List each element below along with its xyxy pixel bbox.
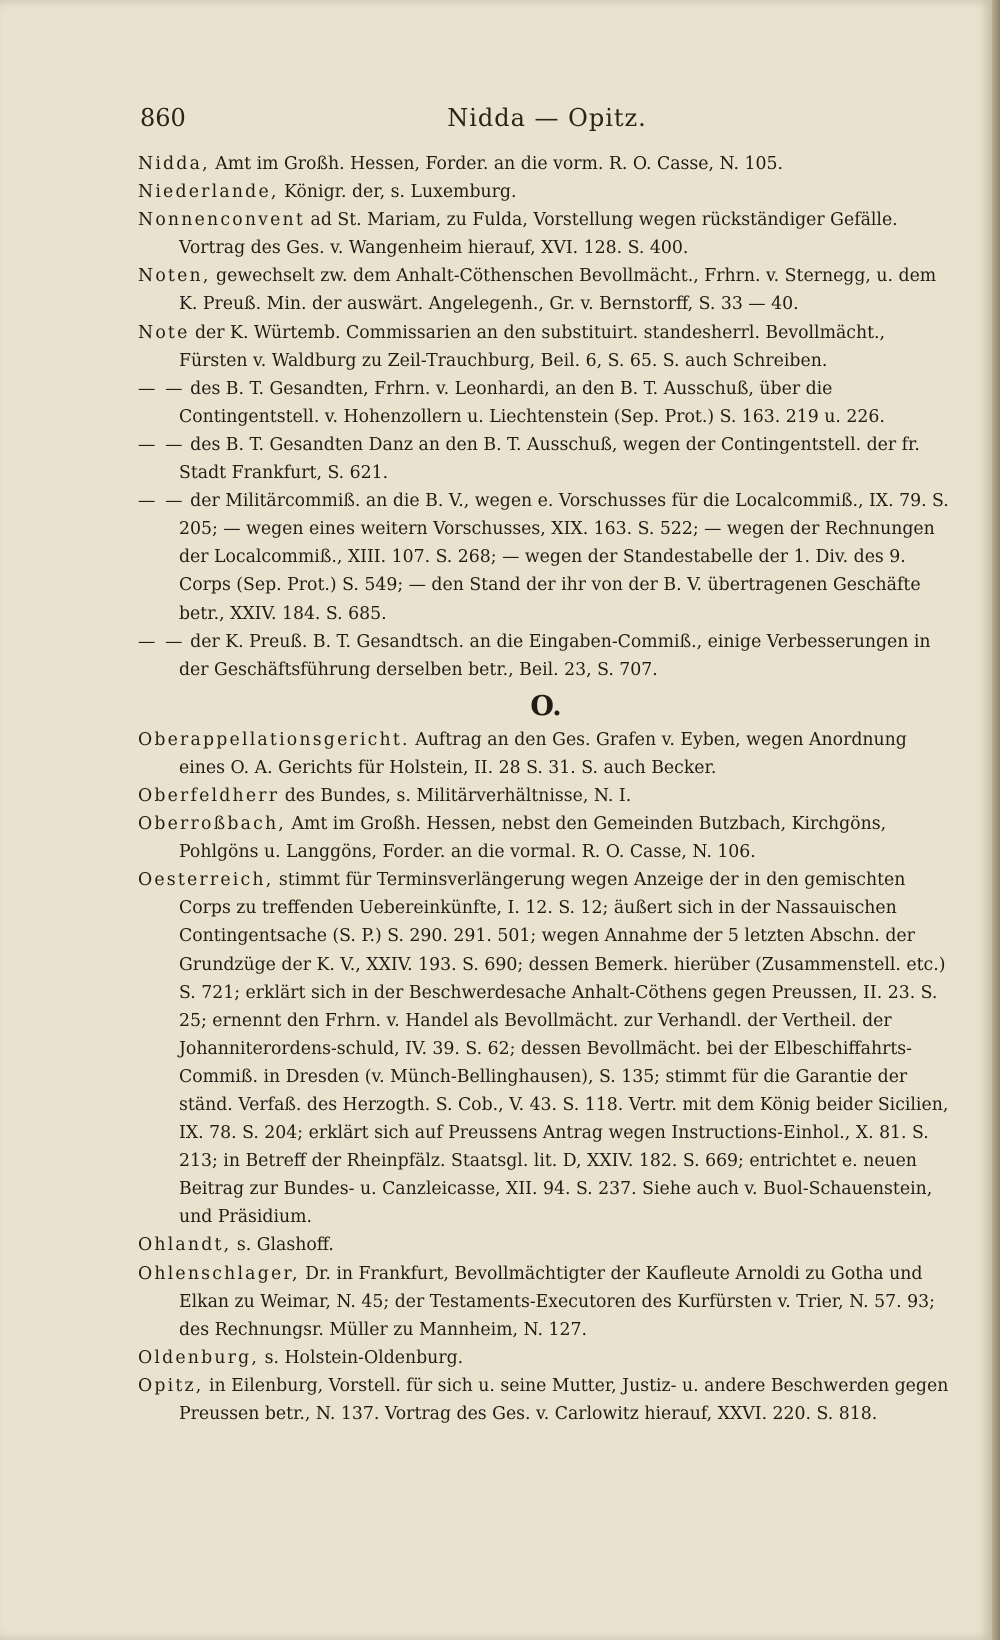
entry-keyword: Note (138, 322, 190, 343)
index-entry (138, 782, 954, 810)
index-entry (138, 375, 954, 431)
entry-keyword: Ohlandt, (138, 1235, 232, 1256)
section-heading: O. (530, 690, 562, 722)
entry-text: Dr. in Frankfurt, Bevollmächtigter der Kaufleute Arnoldi zu Gotha und Elkan zu Weimar, N. 45; der Testaments-Executoren des Kurfürsten v. Trier, N. 57. 93; des Rechnungsr. Müller zu Mannheim, N. 127. (179, 1263, 935, 1340)
entry-keyword: — — (138, 491, 185, 512)
entries-n (138, 150, 954, 684)
entry-keyword: Oldenburg, (138, 1347, 260, 1368)
index-entry (138, 487, 954, 627)
index-entry (138, 1344, 954, 1372)
index-entry (138, 319, 954, 375)
index-entry (138, 866, 954, 1231)
entry-keyword: Oesterreich, (138, 870, 274, 891)
entry-text: Amt im Großh. Hessen, nebst den Gemeinden Butzbach, Kirchgöns, Pohlgöns u. Langgöns, Forder. an die vormal. R. O. Casse, N. 106. (179, 814, 887, 863)
entry-keyword: — — (138, 434, 185, 455)
entry-keyword: Niederlande, (138, 182, 279, 203)
index-entry (138, 150, 954, 178)
entry-text: der K. Würtemb. Commissarien an den substituirt. standesherrl. Bevollmächt., Fürsten v. Waldburg zu Zeil-Trauchburg, Beil. 6, S. 65. S. auch Schreiben. (179, 322, 886, 371)
entry-keyword: Noten, (138, 266, 211, 287)
entry-text: ad St. Mariam, zu Fulda, Vorstellung wegen rückständiger Gefälle. Vortrag des Ges. v. Wangenheim hierauf, XVI. 128. S. 400. (179, 210, 898, 259)
index-entry (138, 431, 954, 487)
page-number: 860 (140, 104, 186, 132)
entry-keyword: Nidda, (138, 154, 210, 174)
entry-keyword: Oberappellationsgericht. (138, 729, 410, 750)
entry-text: in Eilenburg, Vorstell. für sich u. seine Mutter, Justiz- u. andere Beschwerden gegen Preussen betr., N. 137. Vortrag des Ges. v. Carlowitz hierauf, XXVI. 220. S. 818. (179, 1375, 949, 1425)
index-entry (138, 262, 954, 318)
entries-o (138, 726, 954, 1428)
entry-text: Auftrag an den Ges. Grafen v. Eyben, wegen Anordnung eines O. A. Gerichts für Holstein, II. 28 S. 31. S. auch Becker. (179, 729, 907, 778)
index-entry (138, 1260, 954, 1344)
index-entry (138, 726, 954, 782)
entry-keyword: — — (138, 378, 185, 399)
index-entry (138, 178, 954, 206)
index-entry (138, 1372, 954, 1428)
entry-text: des Bundes, s. Militärverhältnisse, N. I. (279, 785, 632, 806)
entry-text: s. Holstein-Oldenburg. (259, 1347, 464, 1368)
entry-keyword: Oberfeldherr (138, 785, 280, 806)
entry-text: gewechselt zw. dem Anhalt-Cöthenschen Bevollmächt., Frhrn. v. Sternegg, u. dem K. Preuß. Min. der auswärt. Angelegenh., Gr. v. Bernstorff, S. 33 — 40. (179, 266, 937, 315)
entry-text: Königr. der, s. Luxemburg. (278, 182, 517, 203)
index-entry (138, 206, 954, 262)
entry-text: der K. Preuß. B. T. Gesandtsch. an die Eingaben-Commiß., einige Verbesserungen in der Geschäftsführung derselben betr., Beil. 23, S. 707. (179, 631, 931, 680)
entry-text: der Militärcommiß. an die B. V., wegen e. Vorschusses für die Localcommiß., IX. 79. S. 205; — wegen eines weitern Vorschusses, XIX. 163. S. 522; — wegen der Rechnungen der Localcommiß., XIII. 107. S. 268; — wegen der Standestabelle der 1. Div. des 9. Corps (Sep. Prot.) S. 549; — den Stand der ihr von der B. V. übertragenen Geschäfte betr., XXIV. 184. S. 685. (179, 491, 949, 624)
entry-keyword: — — (138, 631, 185, 652)
index-entry (138, 628, 954, 684)
entry-text: Amt im Großh. Hessen, Forder. an die vorm. R. O. Casse, N. 105. (209, 154, 783, 174)
entry-keyword: Nonnenconvent (138, 210, 306, 231)
entry-keyword: Opitz, (138, 1375, 204, 1396)
index-content (138, 150, 954, 1428)
entry-keyword: Ohlenschlager, (138, 1263, 300, 1284)
running-title: Nidda — Opitz. (447, 104, 647, 132)
index-entry (138, 810, 954, 866)
index-entry (138, 1231, 954, 1259)
entry-text: des B. T. Gesandten Danz an den B. T. Ausschuß, wegen der Contingentstell. der fr. Stadt Frankfurt, S. 621. (179, 434, 920, 484)
page-header (140, 104, 954, 140)
entry-keyword: Oberroßbach, (138, 814, 286, 835)
page-edge (992, 0, 1000, 1640)
entry-text: des B. T. Gesandten, Frhrn. v. Leonhardi, an den B. T. Ausschuß, über die Contingentstell. v. Hohenzollern u. Liechtenstein (Sep. Prot.) S. 163. 219 u. 226. (179, 378, 885, 427)
entry-text: s. Glashoff. (231, 1235, 334, 1256)
entry-text: stimmt für Terminsverlängerung wegen Anzeige der in den gemischten Corps zu treffenden Uebereinkünfte, I. 12. S. 12; äußert sich in der Nassauischen Contingentsache (S. P.) S. 290. 291. 501; wegen Annahme der 5 letzten Abschn. der Grundzüge der K. V., XXIV. 193. S. 690; dessen Bemerk. hierüber (Zusammenstell. etc.) S. 721; erklärt sich in der Beschwerdesache Anhalt-Cöthens gegen Preussen, II. 23. S. 25; ernennt den Frhrn. v. Handel als Bevollmächt. zur Verhandl. der Vertheil. der Johanniterordens-schuld, IV. 39. S. 62; dessen Bevollmächt. bei der Elbeschiffahrts-Commiß. in Dresden (v. Münch-Bellinghausen), S. 135; stimmt für die Garantie der ständ. Verfaß. des Herzogth. S. Cob., V. 43. S. 118. Vertr. mit dem König beider Sicilien, IX. 78. S. 204; erklärt sich auf Preussens Antrag wegen Instructions-Einhol., X. 81. S. 213; in Betreff der Rheinpfälz. Staatsgl. lit. D, XXIV. 182. S. 669; entrichtet e. neuen Beitrag zur Bundes- u. Canzleicasse, XII. 94. S. 237. Siehe auch v. Buol-Schauenstein, und Präsidium. (179, 870, 949, 1228)
